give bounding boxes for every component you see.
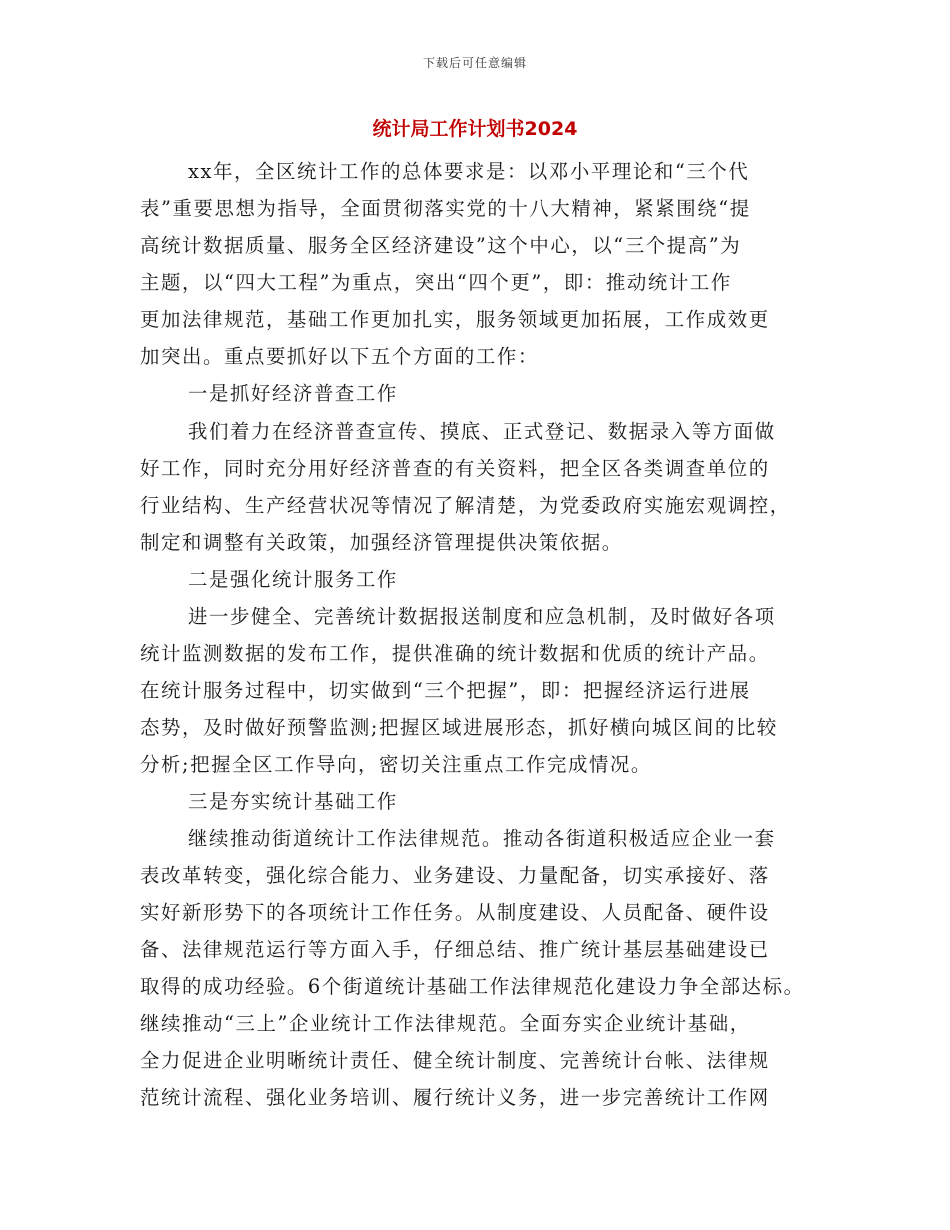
body-line: 表”重要思想为指导，全面贯彻落实党的十八大精神，紧紧围绕“提 xyxy=(140,197,751,220)
body-line: 行业结构、生产经营状况等情况了解清楚，为党委政府实施宏观调控， xyxy=(140,494,791,517)
body-line: 制定和调整有关政策，加强经济管理提供决策依据。 xyxy=(140,531,623,554)
body-line: 进一步健全、完善统计数据报送制度和应急机制，及时做好各项 xyxy=(188,605,776,628)
body-line: 范统计流程、强化业务培训、履行统计义务，进一步完善统计工作网 xyxy=(140,1086,770,1109)
body-line: 好工作，同时充分用好经济普查的有关资料，把全区各类调查单位的 xyxy=(140,457,770,480)
document-title: 统计局工作计划书2024 xyxy=(372,118,578,140)
body-line: 加突出。重点要抓好以下五个方面的工作： xyxy=(140,345,539,368)
body-line: 取得的成功经验。6个街道统计基础工作法律规范化建设力争全部达标。 xyxy=(140,975,805,998)
section-heading: 一是抓好经济普查工作 xyxy=(188,382,398,405)
body-line: 全力促进企业明晰统计责任、健全统计制度、完善统计台帐、法律规 xyxy=(140,1049,770,1072)
body-line: 备、法律规范运行等方面入手，仔细总结、推广统计基层基础建设已 xyxy=(140,938,770,961)
body-line: 主题，以“四大工程”为重点，突出“四个更”，即：推动统计工作 xyxy=(140,271,732,294)
section-heading: 三是夯实统计基础工作 xyxy=(188,790,398,813)
section-heading: 二是强化统计服务工作 xyxy=(188,568,398,591)
body-line: 表改革转变，强化综合能力、业务建设、力量配备，切实承接好、落 xyxy=(140,864,770,887)
body-line: 更加法律规范，基础工作更加扎实，服务领域更加拓展，工作成效更 xyxy=(140,308,770,331)
header-note: 下载后可任意编辑 xyxy=(422,56,527,70)
body-line: 实好新形势下的各项统计工作任务。从制度建设、人员配备、硬件设 xyxy=(140,901,770,924)
body-line: 在统计服务过程中，切实做到“三个把握”，即：把握经济运行进展 xyxy=(140,679,751,702)
body-line: 统计监测数据的发布工作，提供准确的统计数据和优质的统计产品。 xyxy=(140,642,770,665)
body-line: 继续推动“三上”企业统计工作法律规范。全面夯实企业统计基础， xyxy=(140,1012,751,1035)
body-line: 态势，及时做好预警监测;把握区域进展形态，抓好横向城区间的比较 xyxy=(140,716,778,739)
body-line: 高统计数据质量、服务全区经济建设”这个中心，以“三个提高”为 xyxy=(140,234,742,257)
body-line: xx年，全区统计工作的总体要求是：以邓小平理论和“三个代 xyxy=(188,160,750,183)
body-line: 继续推动街道统计工作法律规范。推动各街道积极适应企业一套 xyxy=(188,827,776,850)
body-line: 我们着力在经济普查宣传、摸底、正式登记、数据录入等方面做 xyxy=(188,420,776,443)
body-line: 分析;把握全区工作导向，密切关注重点工作完成情况。 xyxy=(140,753,652,776)
